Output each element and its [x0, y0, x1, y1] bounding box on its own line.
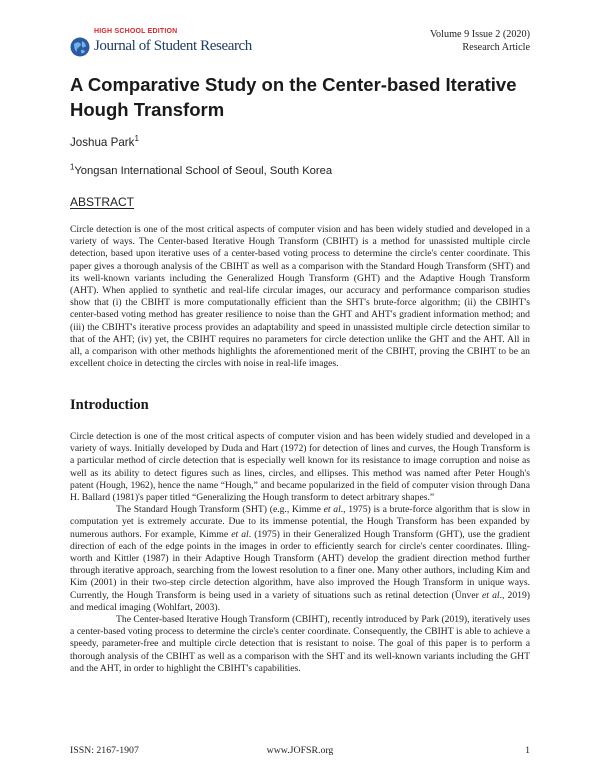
- intro-paragraph-3: The Center-based Iterative Hough Transform (CBIHT), recently introduced by Park (2019), iteratively uses a center-based voting process to determine the circle's center coordinate. Consequently, the CBIHT is able to achieve a speedy, parameter-free and multiple circle detection that is resistant to noise. The goal of this paper is to perform a thorough analysis of the CBIHT as well as a comparison with the SHT and its well-known variants including the GHT and the AHT, in order to highlight the CBIHT's capabilities.: [70, 614, 530, 674]
- intro-paragraph-2: [70, 504, 530, 614]
- intro-paragraph-1: Circle detection is one of the most critical aspects of computer vision and has been widely studied and developed in a variety of ways. Initially developed by Duda and Hart (1972) for detection of lines and curves, the Hough Transform is a particular method of circle detection that is especially well known for its resistance to image corruption and noise as well as its ability to detect figures such as lines, circles, and ellipses. This method was named after Peter Hough's patent (Hough, 1962), hence the name “Hough,” and became popularized in the field of computer vision through Dana H. Ballard (1981)'s paper titled “Generalizing the Hough transform to detect arbitrary shapes.”: [70, 431, 530, 504]
- p2-part-d: ., 2019) and medical imaging (Wohlfart, 2003).: [70, 589, 530, 613]
- p2-et-al-3: et al: [481, 589, 500, 601]
- affiliation-text: Yongsan International School of Seoul, South Korea: [74, 165, 333, 177]
- p2-part-a: The Standard Hough Transform (SHT) (e.g., Kimme: [116, 504, 324, 516]
- page-header: [70, 28, 530, 62]
- article-type: Research Article: [462, 42, 530, 53]
- paper-title: A Comparative Study on the Center-based Iterative Hough Transform: [70, 74, 517, 120]
- journal-name: Journal of Student Research: [94, 38, 252, 54]
- introduction-heading: Introduction: [70, 397, 149, 413]
- p2-et-al-2: et al: [231, 528, 249, 540]
- affiliation-line: [70, 162, 333, 177]
- affiliation-mark: 1: [70, 162, 75, 172]
- volume-issue: Volume 9 Issue 2 (2020): [430, 29, 530, 40]
- issue-info: [430, 28, 530, 54]
- introduction-body: [70, 431, 530, 675]
- p2-part-c: . (1975) in their Generalized Hough Transform (GHT), use the gradient direction of each of the edge points in the images in order to efficiently search for circle's center coordinates. Illing-worth and Kittler (1987) in their Adaptive Hough Transform (AHT) develop the gradient direction method further through iterative approach, searching from the lowest resolution to a finer one. Many other authors, including Kim and Kim (2001) in their two-step circle detection algorithm, have also improved the Hough Transform in unique ways. Currently, the Hough Transform is being used in a variety of situations such as retinal detection (Ünver: [70, 528, 531, 601]
- abstract-text: Circle detection is one of the most critical aspects of computer vision and has been widely studied and developed in a variety of ways. The Center-based Iterative Hough Transform (CBIHT) is a method for unassisted multiple circle detection, based upon iterative uses of a center-based voting process to determine the circle's center coordinate. This paper gives a thorough analysis of the CBIHT as well as a comparison with the Standard Hough Transform (SHT) and its well-known variants including the Generalized Hough Transform (GHT) and the Adaptive Hough Transform (AHT). When applied to synthetic and real-life circular images, our accuracy and performance comparison studies show that (i) the CBIHT is more computationally efficient than the SHT's brute-force algorithm; (ii) the CBIHT's center-based voting method has greater resilience to noise than the GHT and AHT's gradient information method; and (iii) the CBIHT's iterative process provides an adaptability and speed in unassisted multiple circle detection similar to that of the AHT; (iv) yet, the CBIHT requires no parameters for circle detection unlike the GHT and the AHT. All in all, a comparison with other methods highlights the aforementioned merit of the CBIHT, proving the CBIHT to be an excellent choice in detecting the circles with noise in real-life images.: [70, 224, 530, 370]
- page-number: 1: [525, 745, 530, 756]
- website-link[interactable]: www.JOFSR.org: [266, 745, 334, 756]
- issn-label: ISSN: 2167-1907: [70, 745, 139, 756]
- logo-edition-label: HIGH SCHOOL EDITION: [94, 28, 178, 35]
- author-name: Joshua Park: [70, 136, 135, 149]
- journal-logo: [70, 28, 310, 62]
- author-affiliation-mark: 1: [134, 134, 139, 144]
- p2-part-b: ., 1975) is a brute-force algorithm that is slow in computation yet is extremely accurate. Due to its immense potential, the Hough Transform has been expanded by numerous authors. For example, Kimme: [70, 504, 531, 540]
- author-line: [70, 136, 139, 149]
- p2-et-al-1: et al: [323, 504, 341, 516]
- abstract-heading: ABSTRACT: [70, 195, 135, 209]
- globe-icon: [70, 37, 90, 57]
